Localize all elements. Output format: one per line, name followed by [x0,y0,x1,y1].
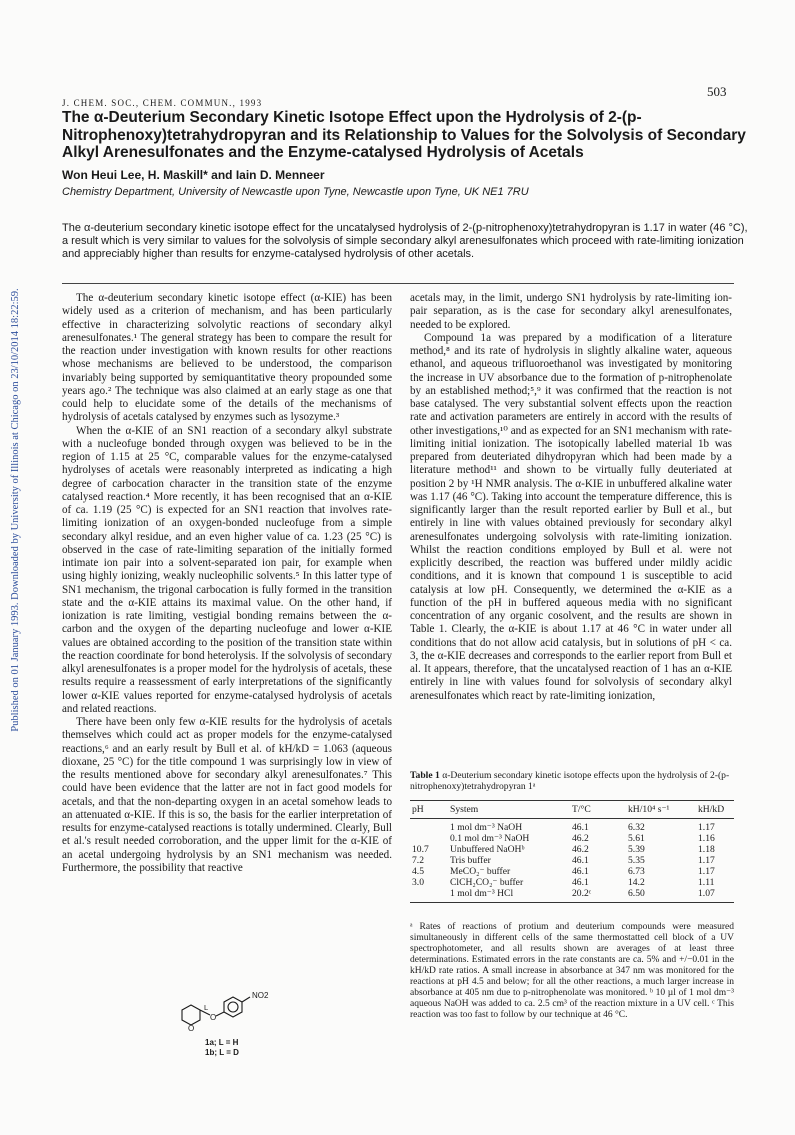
page-number: 503 [707,84,727,99]
body-paragraph: acetals may, in the limit, undergo SN1 hydrolysis by rate-limiting ion-pair separation, as is the case for secondary alkyl arenesulfonates, needed to be explored. [410,292,732,331]
table-row [410,888,734,903]
affiliation: Chemistry Department, University of Newcastle upon Tyne, Newcastle upon Tyne, UK NE1 7RU [62,186,529,198]
table-cell [410,888,448,903]
table-header-row [410,801,734,819]
table-header-cell: T/°C [570,801,626,819]
compound-1-structure [172,988,272,1038]
table-label: Table 1 [410,770,440,781]
abstract: The α-deuterium secondary kinetic isotope effect for the uncatalysed hydrolysis of 2-(p-nitrophenoxy)tetrahydropyran is 1.17 in water (46 °C), a result which is very similar to values for the solvolysis of simple secondary alkyl arenesulfonates which proceed with rate-limiting ionization and appreciably higher than results for enzyme-catalysed hydrolysis of other acetals. [62,222,748,261]
results-table [410,800,734,903]
table-cell: 46.2 [572,833,589,844]
table-cell: 46.1 [572,822,589,833]
table-cell: 7.2 [412,855,424,866]
article-title: The α-Deuterium Secondary Kinetic Isotope Effect upon the Hydrolysis of 2-(p-Nitrophenoxy)tetrahydropyran and its Relationship to Values for the Solvolysis of Secondary Alkyl Arenesulfonates and the Enzyme-catalysed Hydrolysis of Acetals [62,109,746,161]
table-row [410,866,734,877]
table-cell: Tris buffer [450,855,491,866]
table-cell: 46.2 [572,844,589,855]
table-cell [410,819,448,834]
nitro-label: NO2 [252,991,269,1000]
table-header-cell: System [448,801,570,819]
compound-label-1b: 1b; L = D [205,1048,239,1057]
table-cell: 46.1 [572,866,589,877]
header-rule [62,283,734,284]
tetrahydropyran-ring [182,1005,200,1025]
table-cell: 10.7 [412,844,429,855]
table-caption-text: α-Deuterium secondary kinetic isotope effects upon the hydrolysis of 2-(p-nitrophenoxy)tetrahydropyran 1ᵃ [410,770,730,792]
table-cell: 0.1 mol dm⁻³ NaOH [450,833,530,844]
table-cell: 6.50 [626,888,696,903]
table-cell [410,833,448,844]
table-cell: MeCO₂⁻ buffer [450,866,511,877]
table-row [410,855,734,866]
ring-oxygen-label: O [188,1024,195,1033]
table-cell: 5.61 [628,833,645,844]
table-header-cell: kH/10⁴ s⁻¹ [626,801,696,819]
table-cell: 4.5 [412,866,424,877]
table-header-cell: pH [410,801,448,819]
table-cell: 46.1 [572,877,589,888]
table-cell: 6.73 [628,866,645,877]
table-cell: 1.17 [698,855,715,866]
compound-labels [205,1038,239,1058]
nitro-bond [242,997,250,1002]
publication-stamp: Published on 01 January 1993. Downloaded by University of Illinois at Chicago on 23/10/2014 18:22:59. [10,288,21,732]
body-column-right [410,292,732,703]
table-cell: 6.32 [628,822,645,833]
table-cell: 20.2ᶜ [570,888,626,903]
compound-label-1a: 1a; L = H [205,1038,239,1047]
table-cell: 1.17 [698,866,715,877]
table-cell: 5.39 [628,844,645,855]
table-cell: 3.0 [412,877,424,888]
table-header-cell: kH/kD [696,801,734,819]
table-row [410,819,734,834]
body-column-left [62,292,392,875]
table-cell: 14.2 [628,877,645,888]
benzene-ring [224,997,242,1017]
table-row [410,877,734,888]
ether-bond-2 [216,1012,224,1016]
author-list: Won Heui Lee, H. Maskill* and Iain D. Menneer [62,168,325,182]
table-row [410,833,734,844]
body-paragraph: When the α-KIE of an SN1 reaction of a secondary alkyl substrate with a nucleofuge bonded through oxygen was believed to be in the region of 1.15 at 25 °C, comparable values for the enzyme-catalysed hydrolyses of acetals were reasonably interpreted as indicating a high degree of carbocation character in the transition state of the enzyme catalysed reaction.⁴ More recently, it has been recognised that an α-KIE of ca. 1.19 (25 °C) is expected for an SN1 reaction that involves rate-limiting ionization of an oxygen-bonded nucleofuge from a simple secondary alkyl residue, and an even higher value of ca. 1.23 (25 °C) is observed in the case of rate-limiting separation of the initially formed intimate ion pair into a solvent-separated ion pair, for example when using highly ionizing, weakly nucleophilic solvents.⁵ In this latter type of SN1 mechanism, the trigonal carbocation is fully formed in the transition state and the α-KIE attains its maximal value. On the other hand, if ionization is rate limiting, vestigial bonding remains between the α-carbon and the oxygen of the departing nucleofuge and lower α-KIE values are obtained according to the position of the transition state within the reaction coordinate for bond heterolysis. If the solvolysis of secondary alkyl arenesulfonates is a proper model for the hydrolysis of acetals, these results require a reassessment of early interpretations of the significantly lower α-KIE values reported for enzyme-catalysed hydrolysis of acetals and related reactions. [62,424,392,715]
table-cell: 46.1 [572,855,589,866]
table-cell: 1.18 [698,844,715,855]
table-row [410,844,734,855]
body-paragraph: Compound 1a was prepared by a modification of a literature method,⁸ and its rate of hydrolysis in slightly alkaline water, aqueous ethanol, and aqueous trifluoroethanol was investigated by monitoring the increase in UV absorbance due to the formation of p-nitrophenolate by an established method;⁵,⁹ it was confirmed that the reaction is not base catalysed. The very substantial solvent effects upon the reaction rate and activation parameters are entirely in accord with the results of other investigations,¹⁰ and as expected for an SN1 mechanism with rate-limiting initial ionization. The isotopically labelled material 1b was prepared from deuteriated dihydropyran which had been made by a literature method¹¹ and shown to be virtually fully deuteriated at position 2 by ¹H NMR analysis. The α-KIE in unbuffered alkaline water was 1.17 (46 °C). Taking into account the temperature difference, this is significantly larger than the result reported earlier by Bull et al., but entirely in line with values obtained previously for secondary alkyl arenesulfonates undergoing solvolysis with rate-limiting ionization. Whilst the reaction conditions employed by Bull et al. were not explicitly described, the reaction was buffered under mildly acidic conditions, and it is known that compound 1 is susceptible to acid catalysis at low pH. Consequently, we determined the α-KIE as a function of the pH in buffered aqueous media with no significant concentration of any organic cosolvent, and the results are shown in Table 1. Clearly, the α-KIE is about 1.17 at 46 °C in water under all conditions that do not allow acid catalysis, but in solutions of pH < ca. 3, the α-KIE decreases and corresponds to the earlier report from Bull et al. It appears, therefore, that the uncatalysed reaction of 1 has an α-KIE entirely in line with values found for solvolysis of secondary alkyl arenesulfonates which react by rate-limiting ionization, [410,331,732,702]
bridge-oxygen-label: O [210,1013,217,1022]
table-cell: 1 mol dm⁻³ HCl [448,888,570,903]
table-footnotes: ᵃ Rates of reactions of protium and deuterium compounds were measured simultaneously in different cells of the same thermostatted cell block of a UV spectrophotometer, and all results shown are averages of at least three determinations. Estimated errors in the rate constants are ca. 5% and +/−0.01 in the kH/kD rate ratios. A small increase in absorbance at 347 nm was monitored for the reactions at pH 4.5 and below; for all the other reactions, a much larger increase in absorbance at 405 nm due to p-nitrophenolate was monitored. ᵇ 10 µl of 1 mol dm⁻³ aqueous NaOH was added to ca. 2.5 cm³ of the reaction mixture in a UV cell. ᶜ This reaction was too fast to follow by our technique at 46 °C. [410,922,734,1020]
running-head: J. CHEM. SOC., CHEM. COMMUN., 1993 [62,98,263,108]
body-paragraph: The α-deuterium secondary kinetic isotope effect (α-KIE) has been widely used as a criterion of mechanism, and has been particularly effective in characterizing solvolytic reactions of secondary alkyl arenesulfonates.¹ The general strategy has been to compare the result for the reaction under investigation with known results for other reactions whose mechanisms are believed to be understood, the comparison invariably being supported by semiquantitative theory propounded some years ago.² The technique was also claimed at an early stage as one that could help to elucidate some of the details of the mechanisms of hydrolysis of acetals catalysed by enzymes such as lysozyme.³ [62,292,392,424]
table-caption [410,770,734,792]
table-cell: 1.16 [698,833,715,844]
aromatic-circle [228,1002,238,1012]
body-paragraph: There have been only few α-KIE results for the hydrolysis of acetals themselves which could act as proper models for the enzyme-catalysed reactions,⁶ and an early result by Bull et al. of kH/kD = 1.063 (aqueous dioxane, 25 °C) for the title compound 1 was surprisingly low in view of the results mentioned above for secondary alkyl arenesulfonates.⁷ This could have been evidence that the latter are not in fact good models for acetals, and that the non-departing oxygen in an acetal somehow leads to an attenuated α-KIE. If this is so, the basis for the earlier interpretation of results for enzyme-catalysed reactions is totally undermined. Clearly, Bull et al.'s result needed corroboration, and the upper limit for the α-KIE of an acetal undergoing hydrolysis by an SN1 mechanism was needed. Furthermore, the possibility that reactive [62,716,392,874]
position-label: L [204,1003,209,1012]
table-cell: 1.07 [696,888,734,903]
table-cell: 5.35 [628,855,645,866]
table-cell: 1 mol dm⁻³ NaOH [450,822,523,833]
table-cell: 1.11 [698,877,715,888]
table-cell: 1.17 [698,822,715,833]
table-cell: Unbuffered NaOHᵇ [450,844,525,855]
table-cell: ClCH₂CO₂⁻ buffer [450,877,524,888]
